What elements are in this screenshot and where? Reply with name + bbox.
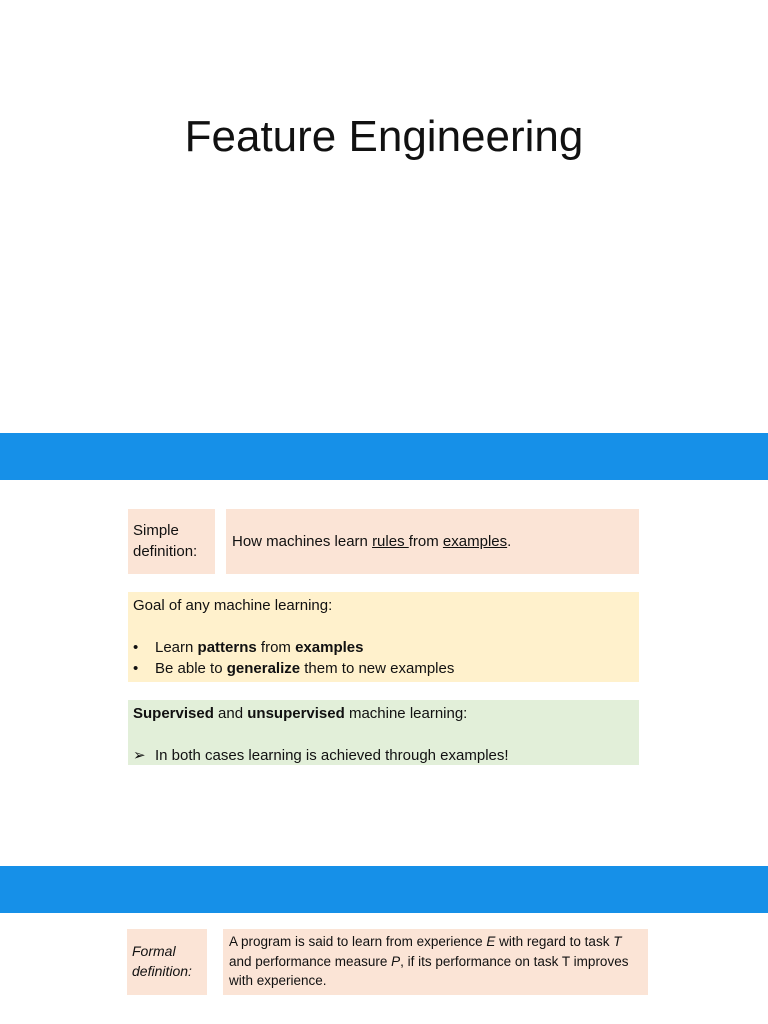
arrow-bullet-icon: ➢ xyxy=(133,747,146,764)
goal-bullet-list xyxy=(133,637,634,679)
bullet-marker: • xyxy=(133,660,139,677)
simple-text-1: How machines learn xyxy=(232,533,373,550)
goal-b2-pre: Be able to xyxy=(155,660,227,677)
formal-label-line1: Formal xyxy=(132,943,176,959)
goal-b2-post: them to new examples xyxy=(300,660,455,677)
unsupervised-word: unsupervised xyxy=(247,705,345,722)
formal-t1: A program is said to learn from experience xyxy=(229,934,487,949)
formal-definition-label xyxy=(127,929,207,995)
formal-t2: with regard to task xyxy=(495,934,614,949)
blue-divider-band-top xyxy=(0,433,768,480)
goal-box xyxy=(128,592,639,682)
list-item xyxy=(133,745,634,766)
supervised-post: machine learning: xyxy=(344,705,468,722)
rules-word: rules xyxy=(372,533,409,550)
formal-var-t: T xyxy=(613,934,622,949)
formal-t3: and performance measure xyxy=(229,953,392,969)
simple-text-3: . xyxy=(507,533,512,550)
blue-divider-band-bottom xyxy=(0,866,768,913)
supervised-box xyxy=(128,700,639,765)
formal-var-p: P xyxy=(391,953,401,969)
supervised-word: Supervised xyxy=(133,705,214,722)
page-title: Feature Engineering xyxy=(184,112,584,161)
simple-label-line2: definition: xyxy=(133,543,198,560)
examples-word: examples xyxy=(442,533,508,550)
simple-definition-text xyxy=(226,509,639,574)
list-item xyxy=(133,658,634,679)
simple-definition-label xyxy=(128,509,215,574)
patterns-word: patterns xyxy=(197,639,257,656)
simple-label-line1: Simple xyxy=(133,522,179,539)
supervised-heading xyxy=(133,703,634,724)
bullet-marker: • xyxy=(133,639,139,656)
goal-b1-mid: from xyxy=(256,639,296,656)
formal-label-line2: definition: xyxy=(132,962,192,979)
formal-var-e: E xyxy=(486,934,496,949)
formal-t4: , if its performance on task T improves with experience. xyxy=(229,953,629,988)
formal-definition-text xyxy=(223,929,648,995)
generalize-word: generalize xyxy=(226,660,301,677)
supervised-point: In both cases learning is achieved through examples! xyxy=(155,747,509,764)
goal-b1-pre: Learn xyxy=(155,639,198,656)
supervised-mid: and xyxy=(213,705,248,722)
examples-bold-word: examples xyxy=(295,639,364,656)
simple-text-2: from xyxy=(408,533,443,550)
list-item xyxy=(133,637,634,658)
goal-heading: Goal of any machine learning: xyxy=(133,597,333,614)
supervised-point-list xyxy=(133,745,634,766)
